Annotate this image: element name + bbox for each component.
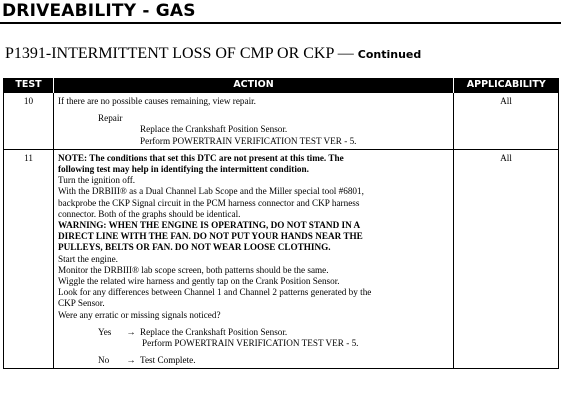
no-label: No — [98, 355, 110, 366]
yes-label: Yes — [98, 326, 112, 337]
column-header-action: ACTION — [54, 78, 454, 93]
arrow-right-icon: → — [126, 355, 136, 366]
yes-branch — [58, 327, 449, 338]
applicability-value: All — [454, 149, 559, 369]
no-step: Test Complete. — [140, 355, 196, 366]
action-text: If there are no possible causes remaining, view repair. — [58, 96, 256, 106]
repair-step: Replace the Crankshaft Position Sensor. — [140, 124, 288, 135]
repair-step: Perform POWERTRAIN VERIFICATION TEST VER - 5. — [140, 135, 357, 146]
warning-text: PULLEYS, BELTS OR FAN. DO NOT WEAR LOOSE CLOTHING. — [58, 242, 331, 253]
dtc-title-text: P1391-INTERMITTENT LOSS OF CMP OR CKP — — [5, 45, 354, 62]
warning-text: DIRECT LINE WITH THE FAN. DO NOT PUT YOUR HANDS NEAR THE — [58, 231, 363, 242]
yes-step: Replace the Crankshaft Position Sensor. — [140, 326, 288, 337]
header-rule — [0, 22, 561, 24]
action-text: CKP Sensor. — [58, 298, 105, 309]
action-text: Start the engine. — [58, 253, 118, 264]
action-text: Look for any differences between Channel 1 and Channel 2 patterns generated by the — [58, 287, 372, 298]
repair-label: Repair — [98, 113, 123, 124]
note-text: following test may help in identifying the intermittent condition. — [58, 164, 309, 175]
warning-text: WARNING: WHEN THE ENGINE IS OPERATING, DO NOT STAND IN A — [58, 220, 361, 231]
test-number: 11 — [4, 149, 54, 369]
action-text: backprobe the CKP Signal circuit in the PCM harness connector and CKP harness — [58, 197, 360, 208]
action-text: Wiggle the related wire harness and gently tap on the Crank Position Sensor. — [58, 276, 340, 287]
column-header-applicability: APPLICABILITY — [454, 78, 559, 93]
continued-label: Continued — [357, 48, 422, 61]
action-cell — [54, 93, 454, 150]
table-row — [4, 93, 559, 150]
action-text: With the DRBIII® as a Dual Channel Lab Scope and the Miller special tool #6801, — [58, 186, 364, 197]
action-cell — [54, 149, 454, 369]
test-number: 10 — [4, 93, 54, 150]
action-text: connector. Both of the graphs should be identical. — [58, 208, 241, 219]
action-text: Turn the ignition off. — [58, 175, 136, 186]
yes-step: Perform POWERTRAIN VERIFICATION TEST VER - 5. — [142, 338, 359, 349]
section-title: DRIVEABILITY - GAS — [2, 1, 196, 21]
question-text: Were any erratic or missing signals noticed? — [58, 309, 221, 320]
action-text: Monitor the DRBIII® lab scope screen, both patterns should be the same. — [58, 264, 329, 275]
arrow-right-icon: → — [126, 326, 136, 337]
applicability-value: All — [454, 93, 559, 150]
table-row — [4, 149, 559, 369]
no-branch — [58, 355, 449, 366]
table-header-row — [4, 78, 559, 93]
dtc-title — [5, 45, 421, 63]
note-text: NOTE: The conditions that set this DTC are not present at this time. The — [58, 152, 344, 163]
column-header-test: TEST — [4, 78, 54, 93]
diagnostic-table — [3, 78, 559, 369]
